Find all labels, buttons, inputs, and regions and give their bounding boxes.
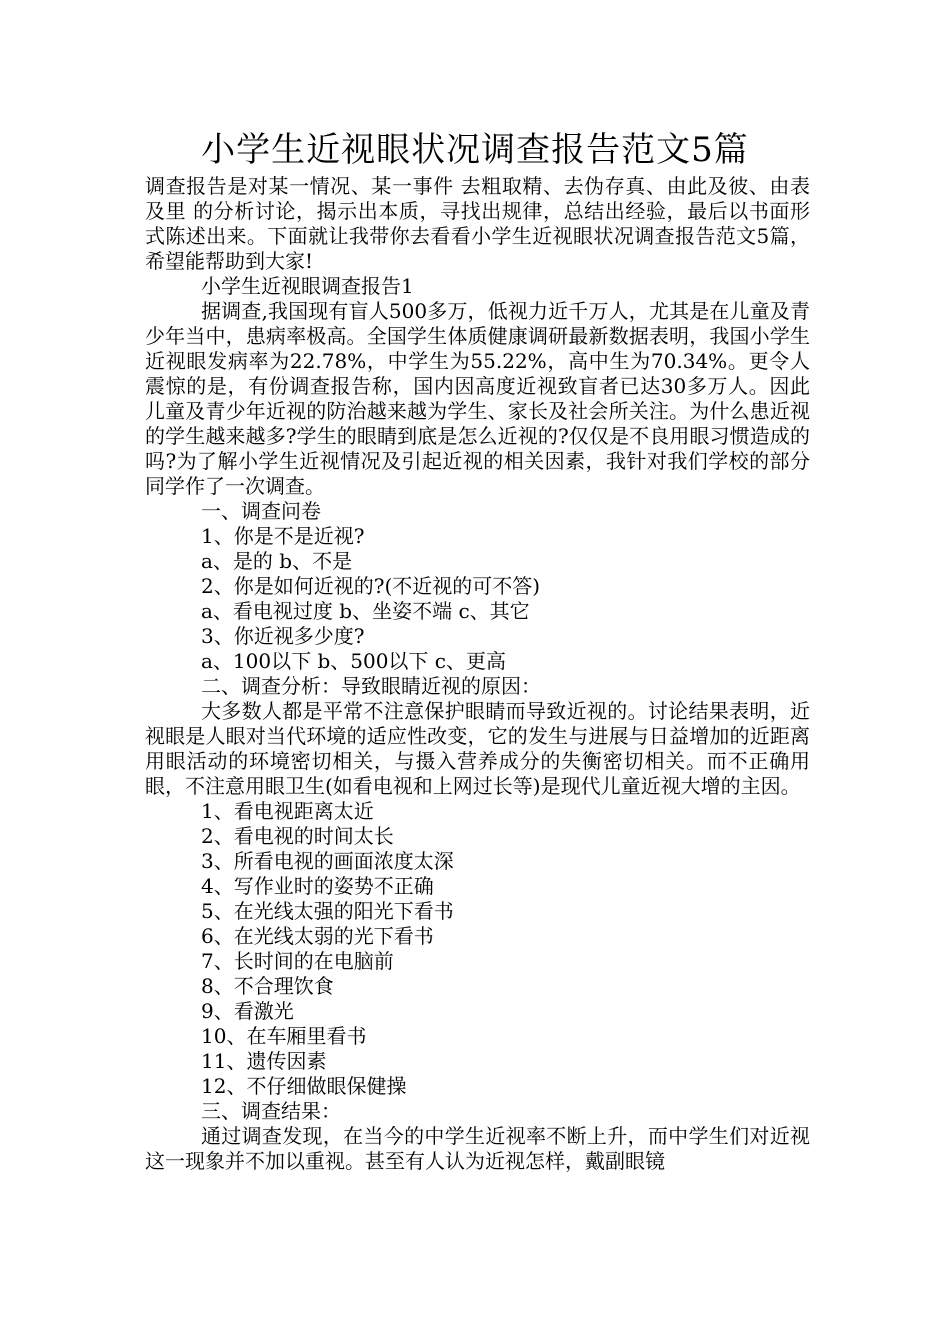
cause-item: 11、遗传因素 (201, 1049, 327, 1073)
cause-item: 3、所看电视的画面浓度太深 (201, 849, 454, 873)
questionnaire-line: a、100以下 b、500以下 c、更高 (201, 649, 506, 673)
questionnaire-line: a、是的 b、不是 (201, 549, 353, 573)
cause-item: 7、长时间的在电脑前 (201, 949, 394, 973)
cause-item: 6、在光线太弱的光下看书 (201, 924, 434, 948)
cause-item: 12、不仔细做眼保健操 (201, 1074, 407, 1098)
cause-item: 8、不合理饮食 (201, 974, 334, 998)
questionnaire-line: 1、你是不是近视? (201, 524, 365, 548)
intro-paragraph: 调查报告是对某一情况、某一事件 去粗取精、去伪存真、由此及彼、由表及里 的分析讨论，揭示出本质，寻找出规律，总结出经验，最后以书面形式陈述出来。下面就让我带你去看看小学生近视眼状况调查报告范文5篇，希望能帮助到大家! (145, 174, 810, 273)
questionnaire-line: 2、你是如何近视的?(不近视的可不答) (201, 574, 541, 598)
document-body (145, 174, 810, 1174)
results-heading: 三、调查结果： (201, 1099, 341, 1123)
cause-item: 9、看激光 (201, 999, 294, 1023)
paragraph-results: 通过调查发现，在当今的中学生近视率不断上升，而中学生们对近视这一现象并不加以重视。甚至有人认为近视怎样，戴副眼镜 (145, 1124, 810, 1173)
paragraph-analysis: 大多数人都是平常不注意保护眼睛而导致近视的。讨论结果表明，近视眼是人眼对当代环境的适应性改变，它的发生与进展与日益增加的近距离用眼活动的环境密切相关，与摄入营养成分的失衡密切相关。而不正确用眼，不注意用眼卫生(如看电视和上网过长等)是现代儿童近视大增的主因。 (145, 699, 810, 798)
cause-item: 2、看电视的时间太长 (201, 824, 394, 848)
cause-item: 1、看电视距离太近 (201, 799, 374, 823)
questionnaire-line: 3、你近视多少度? (201, 624, 365, 648)
cause-item: 5、在光线太强的阳光下看书 (201, 899, 454, 923)
document-title: 小学生近视眼状况调查报告范文5篇 (201, 130, 749, 170)
cause-item: 10、在车厢里看书 (201, 1024, 367, 1048)
paragraph-survey-background: 据调查,我国现有盲人500多万，低视力近千万人，尤其是在儿童及青少年当中，患病率极高。全国学生体质健康调研最新数据表明，我国小学生近视眼发病率为22.78%，中学生为55.22%，高中生为70.34%。更令人震惊的是，有份调查报告称，国内因高度近视致盲者已达30多万人。因此儿童及青少年近视的防治越来越为学生、家长及社会所关注。为什么患近视的学生越来越多?学生的眼睛到底是怎么近视的?仅仅是不良用眼习惯造成的吗?为了解小学生近视情况及引起近视的相关因素，我针对我们学校的部分同学作了一次调查。 (145, 299, 810, 498)
analysis-heading: 二、调查分析：导致眼睛近视的原因： (201, 674, 541, 698)
questionnaire-line: a、看电视过度 b、坐姿不端 c、其它 (201, 599, 530, 623)
cause-item: 4、写作业时的姿势不正确 (201, 874, 434, 898)
section-heading: 小学生近视眼调查报告1 (201, 274, 414, 298)
questionnaire-line: 一、调查问卷 (201, 499, 321, 523)
